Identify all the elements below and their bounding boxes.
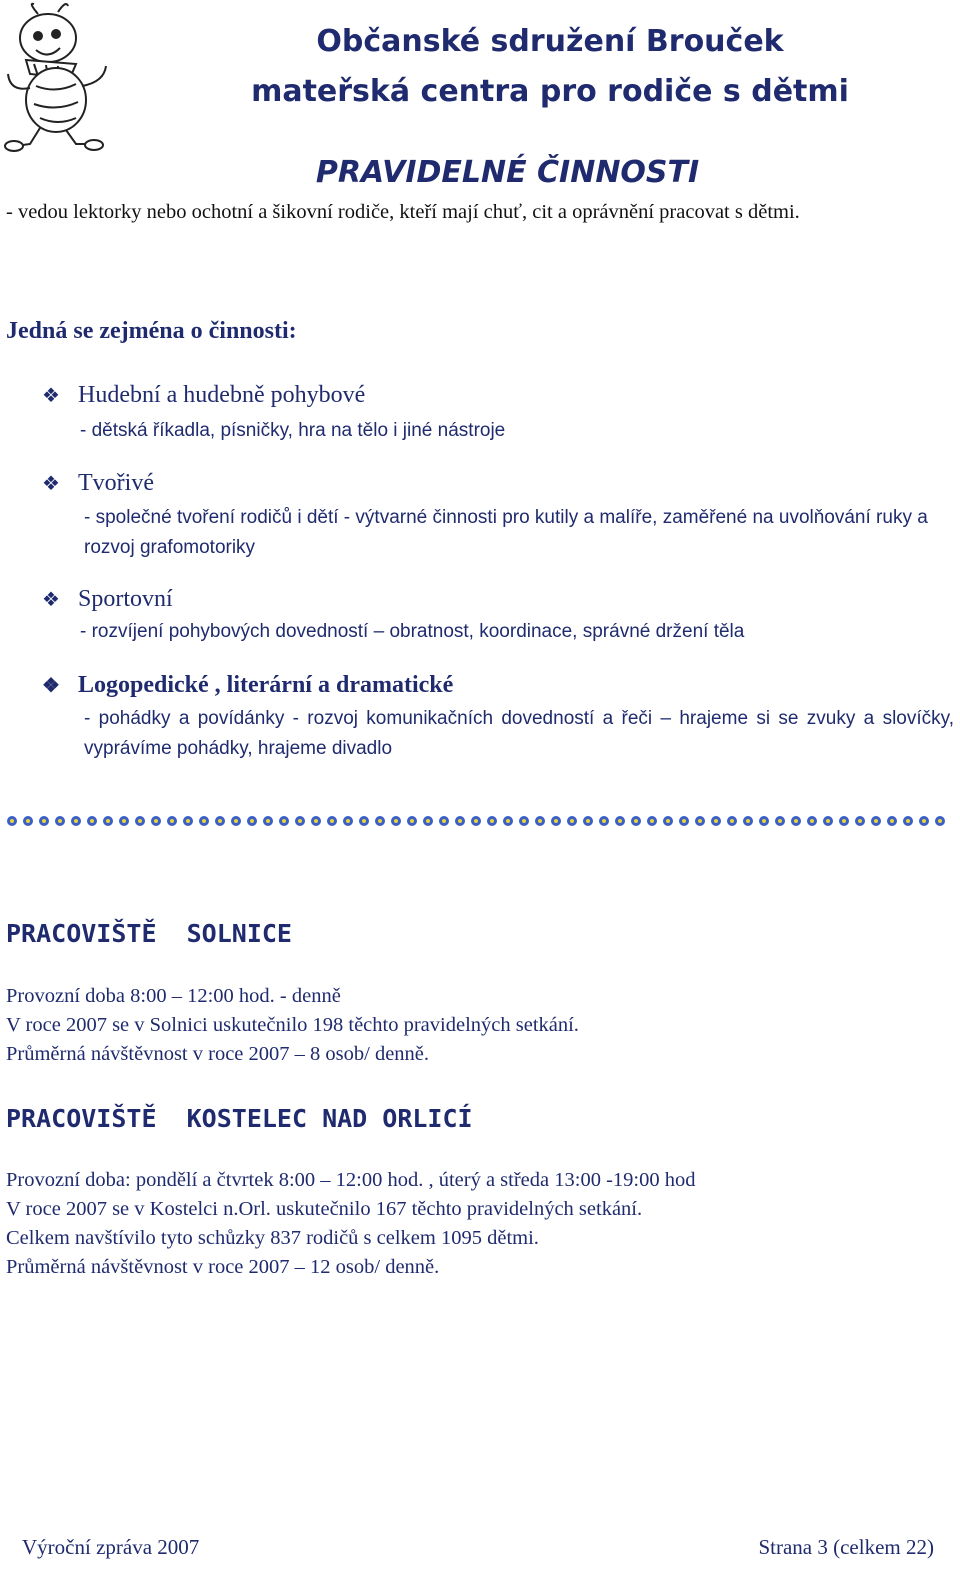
organization-subtitle: mateřská centra pro rodiče s dětmi bbox=[251, 74, 849, 109]
border-flower-center bbox=[250, 819, 254, 823]
site-detail-line: Provozní doba 8:00 – 12:00 hod. - denně bbox=[6, 985, 341, 1007]
border-flower-center bbox=[90, 819, 94, 823]
activity-title-label: Logopedické , literární a dramatické bbox=[78, 672, 454, 698]
border-flower-center bbox=[522, 819, 526, 823]
border-flower-center bbox=[794, 819, 798, 823]
beetle-mascot-icon bbox=[0, 0, 118, 155]
intro-paragraph: - vedou lektorky nebo ochotní a šikovní rodiče, kteří mají chuť, cit a oprávnění pracovat s dětmi. bbox=[6, 201, 800, 223]
border-flower-center bbox=[362, 819, 366, 823]
border-flower-center bbox=[410, 819, 414, 823]
site-detail-line: Celkem navštívilo tyto schůzky 837 rodičů s celkem 1095 dětmi. bbox=[6, 1227, 539, 1249]
border-flower-center bbox=[42, 819, 46, 823]
border-flower-center bbox=[234, 819, 238, 823]
activity-desc-speech: - pohádky a povídánky - rozvoj komunikačních dovedností a řeči – hrajeme si se zvuky a slovíčky, vyprávíme pohádky, hrajeme divadlo bbox=[84, 708, 954, 759]
border-flower-center bbox=[682, 819, 686, 823]
border-flower-center bbox=[842, 819, 846, 823]
border-flower-center bbox=[906, 819, 910, 823]
activity-title-label: Hudební a hudebně pohybové bbox=[78, 382, 366, 408]
border-flower-center bbox=[218, 819, 222, 823]
site-detail-line: V roce 2007 se v Solnici uskutečnilo 198 těchto pravidelných setkání. bbox=[6, 1014, 579, 1036]
border-flower-center bbox=[442, 819, 446, 823]
border-flower-center bbox=[346, 819, 350, 823]
site-title-solnice: PRACOVIŠTĚ SOLNICE bbox=[6, 919, 292, 948]
border-flower-center bbox=[58, 819, 62, 823]
border-flower-center bbox=[202, 819, 206, 823]
site-title-kostelec: PRACOVIŠTĚ KOSTELEC NAD ORLICÍ bbox=[6, 1104, 473, 1133]
activity-desc-sport: - rozvíjení pohybových dovedností – obratnost, koordinace, správné držení těla bbox=[80, 621, 745, 642]
border-flower-center bbox=[602, 819, 606, 823]
decorative-flower-border bbox=[6, 811, 946, 831]
border-flower-center bbox=[490, 819, 494, 823]
border-flower-center bbox=[106, 819, 110, 823]
border-flower-center bbox=[858, 819, 862, 823]
border-flower-center bbox=[922, 819, 926, 823]
border-flower-center bbox=[762, 819, 766, 823]
section-title: PRAVIDELNÉ ČINNOSTI bbox=[315, 155, 700, 190]
activity-title-speech bbox=[42, 672, 453, 699]
four-diamond-bullet-icon: ❖ bbox=[42, 675, 60, 697]
border-flower-center bbox=[314, 819, 318, 823]
border-flower-center bbox=[634, 819, 638, 823]
site-detail-line: Průměrná návštěvnost v roce 2007 – 8 osob/ denně. bbox=[6, 1043, 430, 1065]
border-flower-center bbox=[826, 819, 830, 823]
border-flower-center bbox=[554, 819, 558, 823]
organization-title: Občanské sdružení Brouček bbox=[316, 24, 784, 59]
border-flower-center bbox=[74, 819, 78, 823]
footer-page-number: Strana 3 (celkem 22) bbox=[758, 1535, 934, 1559]
border-flower-center bbox=[26, 819, 30, 823]
border-flower-center bbox=[650, 819, 654, 823]
border-flower-center bbox=[154, 819, 158, 823]
border-flower-center bbox=[506, 819, 510, 823]
border-flower-center bbox=[426, 819, 430, 823]
border-flower-center bbox=[186, 819, 190, 823]
activity-desc-creative: - společné tvoření rodičů i dětí - výtvarné činnosti pro kutily a malíře, zaměřené na uvolňování ruky a rozvoj grafomotoriky bbox=[84, 507, 928, 558]
border-flower-center bbox=[890, 819, 894, 823]
activity-title-sport bbox=[42, 586, 173, 613]
border-flower-center bbox=[138, 819, 142, 823]
border-flower-center bbox=[698, 819, 702, 823]
border-flower-center bbox=[394, 819, 398, 823]
border-flower-center bbox=[570, 819, 574, 823]
activity-title-label: Sportovní bbox=[78, 586, 173, 612]
border-flower-center bbox=[330, 819, 334, 823]
activity-desc-music: - dětská říkadla, písničky, hra na tělo i jiné nástroje bbox=[80, 420, 506, 441]
border-flower-center bbox=[122, 819, 126, 823]
site-details-kostelec bbox=[6, 1166, 695, 1282]
border-flower-center bbox=[938, 819, 942, 823]
four-diamond-bullet-icon: ❖ bbox=[42, 385, 60, 407]
four-diamond-bullet-icon: ❖ bbox=[42, 589, 60, 611]
border-flower-center bbox=[714, 819, 718, 823]
border-flower-center bbox=[810, 819, 814, 823]
border-flower-center bbox=[474, 819, 478, 823]
border-flower-center bbox=[778, 819, 782, 823]
site-details-solnice bbox=[6, 982, 579, 1069]
border-flower-center bbox=[170, 819, 174, 823]
footer-report-title: Výroční zpráva 2007 bbox=[22, 1535, 200, 1559]
four-diamond-bullet-icon: ❖ bbox=[42, 473, 60, 495]
site-detail-line: Provozní doba: pondělí a čtvrtek 8:00 – 12:00 hod. , úterý a středa 13:00 -19:00 hod bbox=[6, 1169, 696, 1191]
border-flower-center bbox=[266, 819, 270, 823]
border-flower-center bbox=[538, 819, 542, 823]
activity-title-label: Tvořivé bbox=[78, 470, 154, 496]
border-flower-center bbox=[282, 819, 286, 823]
border-flower-center bbox=[730, 819, 734, 823]
border-flower-center bbox=[378, 819, 382, 823]
border-flower-center bbox=[458, 819, 462, 823]
activity-title-music bbox=[42, 382, 365, 409]
border-flower-center bbox=[298, 819, 302, 823]
border-flower-center bbox=[874, 819, 878, 823]
border-flower-center bbox=[10, 819, 14, 823]
site-detail-line: Průměrná návštěvnost v roce 2007 – 12 osob/ denně. bbox=[6, 1256, 440, 1278]
activities-heading: Jedná se zejména o činnosti: bbox=[6, 318, 297, 344]
border-flower-center bbox=[746, 819, 750, 823]
border-flower-center bbox=[666, 819, 670, 823]
site-detail-line: V roce 2007 se v Kostelci n.Orl. uskutečnilo 167 těchto pravidelných setkání. bbox=[6, 1198, 643, 1220]
border-flower-center bbox=[618, 819, 622, 823]
activity-title-creative bbox=[42, 470, 154, 497]
border-flower-center bbox=[586, 819, 590, 823]
